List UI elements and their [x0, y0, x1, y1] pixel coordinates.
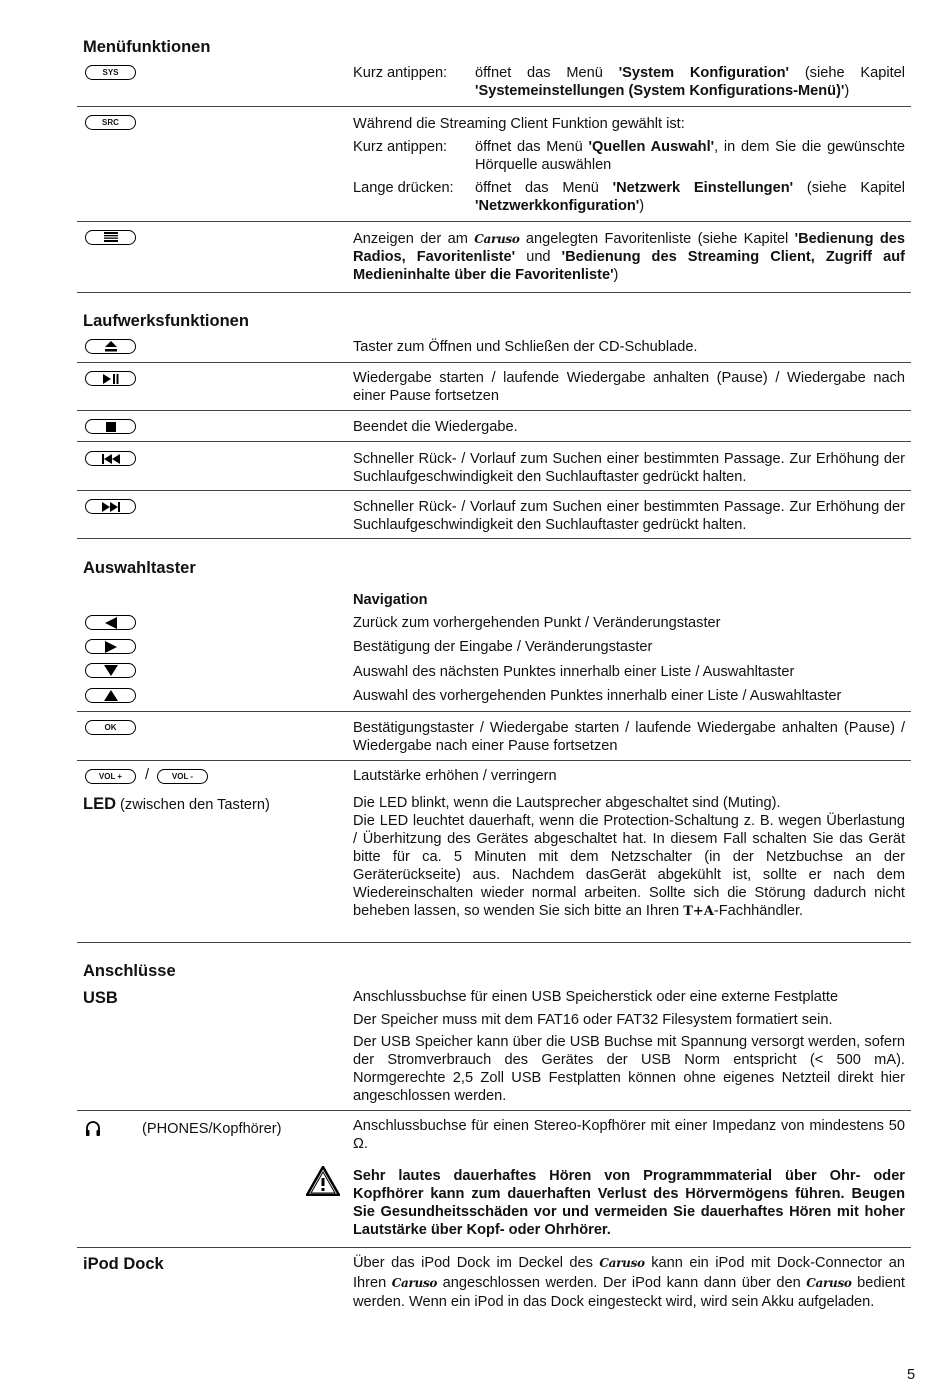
favorites-description: Anzeigen der am Caruso angelegten Favoritenliste (siehe Kapitel 'Bedienung des Radios, Favoritenliste' und 'Bedienung des Streaming Client, Zugriff auf Medieninhalte über die Favoritenliste') [353, 231, 905, 283]
headphones-icon [85, 1120, 101, 1138]
down-description: Auswahl des nächsten Punktes innerhalb einer Liste / Auswahltaster [353, 664, 795, 680]
divider [77, 441, 911, 442]
usb-label: USB [83, 989, 118, 1007]
phones-label: (PHONES/Kopfhörer) [142, 1121, 282, 1137]
play-pause-icon [103, 374, 119, 384]
skip-forward-icon [102, 502, 120, 512]
list-icon [104, 232, 118, 243]
play-pause-description: Wiedergabe starten / laufende Wiedergabe anhalten (Pause) / Wiedergabe nach einer Pause fortsetzen [353, 370, 905, 404]
divider [77, 942, 911, 943]
volume-separator: / [145, 767, 150, 783]
arrow-right-icon [105, 641, 117, 653]
ok-button: OK [85, 720, 136, 735]
sys-action-label: Kurz antippen: [353, 65, 448, 81]
skip-back-icon [102, 454, 120, 464]
usb-description-3: Der USB Speicher kann über die USB Buchse mit Spannung versorgt werden, sofern der Stromverbrauch des Gerätes der USB Norm entspricht (< 500 mA). Normgerechte 2,5 Zoll USB Festplatten können ohne eigenes Netzteil direkt hier angeschlossen werden. [353, 1034, 905, 1104]
led-description-2: Die LED leuchtet dauerhaft, wenn die Protection-Schaltung z. B. wegen Überlastung / Überhitzung des Gerätes abgeschaltet hat. In diesem Fall schalten Sie das Gerät bitte für ca. 5 Minuten mit dem Netzschalter (in der Netzbuchse an der Geräterückseite) aus. Nachdem dasGerät abgekühlt ist, sollte er nach dem Wiedereinschalten wieder normal arbeiten. Sollte sich die Störung dadurch nicht beheben lassen, so wenden Sie sich bitte an Ihren T+A-Fachhändler. [353, 813, 905, 919]
left-button [85, 615, 136, 630]
right-button [85, 639, 136, 654]
up-button [85, 688, 136, 703]
up-description: Auswahl des vorhergehenden Punktes innerhalb einer Liste / Auswahltaster [353, 688, 842, 704]
stop-description: Beendet die Wiedergabe. [353, 419, 518, 435]
eject-description: Taster zum Öffnen und Schließen der CD-Schublade. [353, 339, 698, 355]
src-intro: Während die Streaming Client Funktion gewählt ist: [353, 116, 685, 132]
divider [77, 410, 911, 411]
skip-forward-description: Schneller Rück- / Vorlauf zum Suchen einer bestimmten Passage. Zur Erhöhung der Suchlaufgeschwindigkeit den Suchlauftaster gedrückt halten. [353, 499, 905, 533]
section-heading-select: Auswahltaster [83, 559, 196, 577]
stop-button [85, 419, 136, 434]
eject-button [85, 339, 136, 354]
src-long-description: öffnet das Menü 'Netzwerk Einstellungen' (siehe Kapitel 'Netzwerkkonfiguration') [475, 180, 905, 214]
hearing-warning: Sehr lautes dauerhaftes Hören von Programmmaterial über Ohr- oder Kopfhörer kann zum dauerhaften Verlust des Hörvermögens führen. Beugen Sie Gesundheitsschäden vor und vermeiden Sie dauerhaftes Hören mit hoher Lautstärke über Kopf- oder Ohrhörer. [353, 1168, 905, 1238]
usb-description-2: Der Speicher muss mit dem FAT16 oder FAT32 Filesystem formatiert sein. [353, 1012, 833, 1028]
stop-icon [106, 422, 116, 432]
ok-description: Bestätigungstaster / Wiedergabe starten / laufende Wiedergabe anhalten (Pause) / Wiedergabe nach einer Pause fortsetzen [353, 720, 905, 754]
section-heading-menu: Menüfunktionen [83, 38, 211, 56]
ipod-dock-description: Über das iPod Dock im Deckel des Caruso kann ein iPod mit Dock-Connector an Ihren Caruso angeschlossen werden. Der iPod kann dann über den Caruso bedient werden. Wenn ein iPod in das Dock eingesteckt wird, wird sein Akku aufgeladen. [353, 1255, 905, 1310]
divider [77, 292, 911, 293]
divider [77, 1247, 911, 1248]
phones-description: Anschlussbuchse für einen Stereo-Kopfhörer mit einer Impedanz von mindestens 50 Ω. [353, 1118, 905, 1152]
arrow-up-icon [104, 690, 118, 701]
divider [77, 221, 911, 222]
divider [77, 362, 911, 363]
skip-back-button [85, 451, 136, 466]
sys-button: SYS [85, 65, 136, 80]
right-description: Bestätigung der Eingabe / Veränderungstaster [353, 639, 653, 655]
volume-description: Lautstärke erhöhen / verringern [353, 768, 557, 784]
volume-down-button: VOL - [157, 769, 208, 784]
sys-description: öffnet das Menü 'System Konfiguration' (siehe Kapitel 'Systemeinstellungen (System Konfigurations-Menü)') [475, 65, 905, 99]
led-label: LED (zwischen den Tastern) [83, 795, 270, 813]
page-number: 5 [907, 1367, 916, 1383]
skip-back-description: Schneller Rück- / Vorlauf zum Suchen einer bestimmten Passage. Zur Erhöhung der Suchlaufgeschwindigkeit den Suchlauftaster gedrückt halten. [353, 451, 905, 485]
divider [77, 538, 911, 539]
volume-up-button: VOL + [85, 769, 136, 784]
divider [77, 760, 911, 761]
src-long-label: Lange drücken: [353, 180, 454, 196]
favorites-button [85, 230, 136, 245]
left-description: Zurück zum vorhergehenden Punkt / Veränderungstaster [353, 615, 721, 631]
usb-description-1: Anschlussbuchse für einen USB Speicherstick oder eine externe Festplatte [353, 989, 839, 1005]
ipod-dock-label: iPod Dock [83, 1255, 164, 1273]
divider [77, 1110, 911, 1111]
src-short-label: Kurz antippen: [353, 139, 448, 155]
led-description-1: Die LED blinkt, wenn die Lautsprecher abgeschaltet sind (Muting). [353, 795, 781, 811]
divider [77, 711, 911, 712]
navigation-title: Navigation [353, 592, 428, 608]
skip-forward-button [85, 499, 136, 514]
play-pause-button [85, 371, 136, 386]
section-heading-connections: Anschlüsse [83, 962, 176, 980]
src-short-description: öffnet das Menü 'Quellen Auswahl', in dem Sie die gewünschte Hörquelle auswählen [475, 139, 906, 173]
down-button [85, 663, 136, 678]
warning-icon [306, 1166, 340, 1196]
section-heading-drive: Laufwerksfunktionen [83, 312, 249, 330]
arrow-down-icon [104, 665, 118, 676]
eject-icon [105, 341, 117, 352]
divider [77, 490, 911, 491]
src-button: SRC [85, 115, 136, 130]
arrow-left-icon [105, 617, 117, 629]
divider [77, 106, 911, 107]
